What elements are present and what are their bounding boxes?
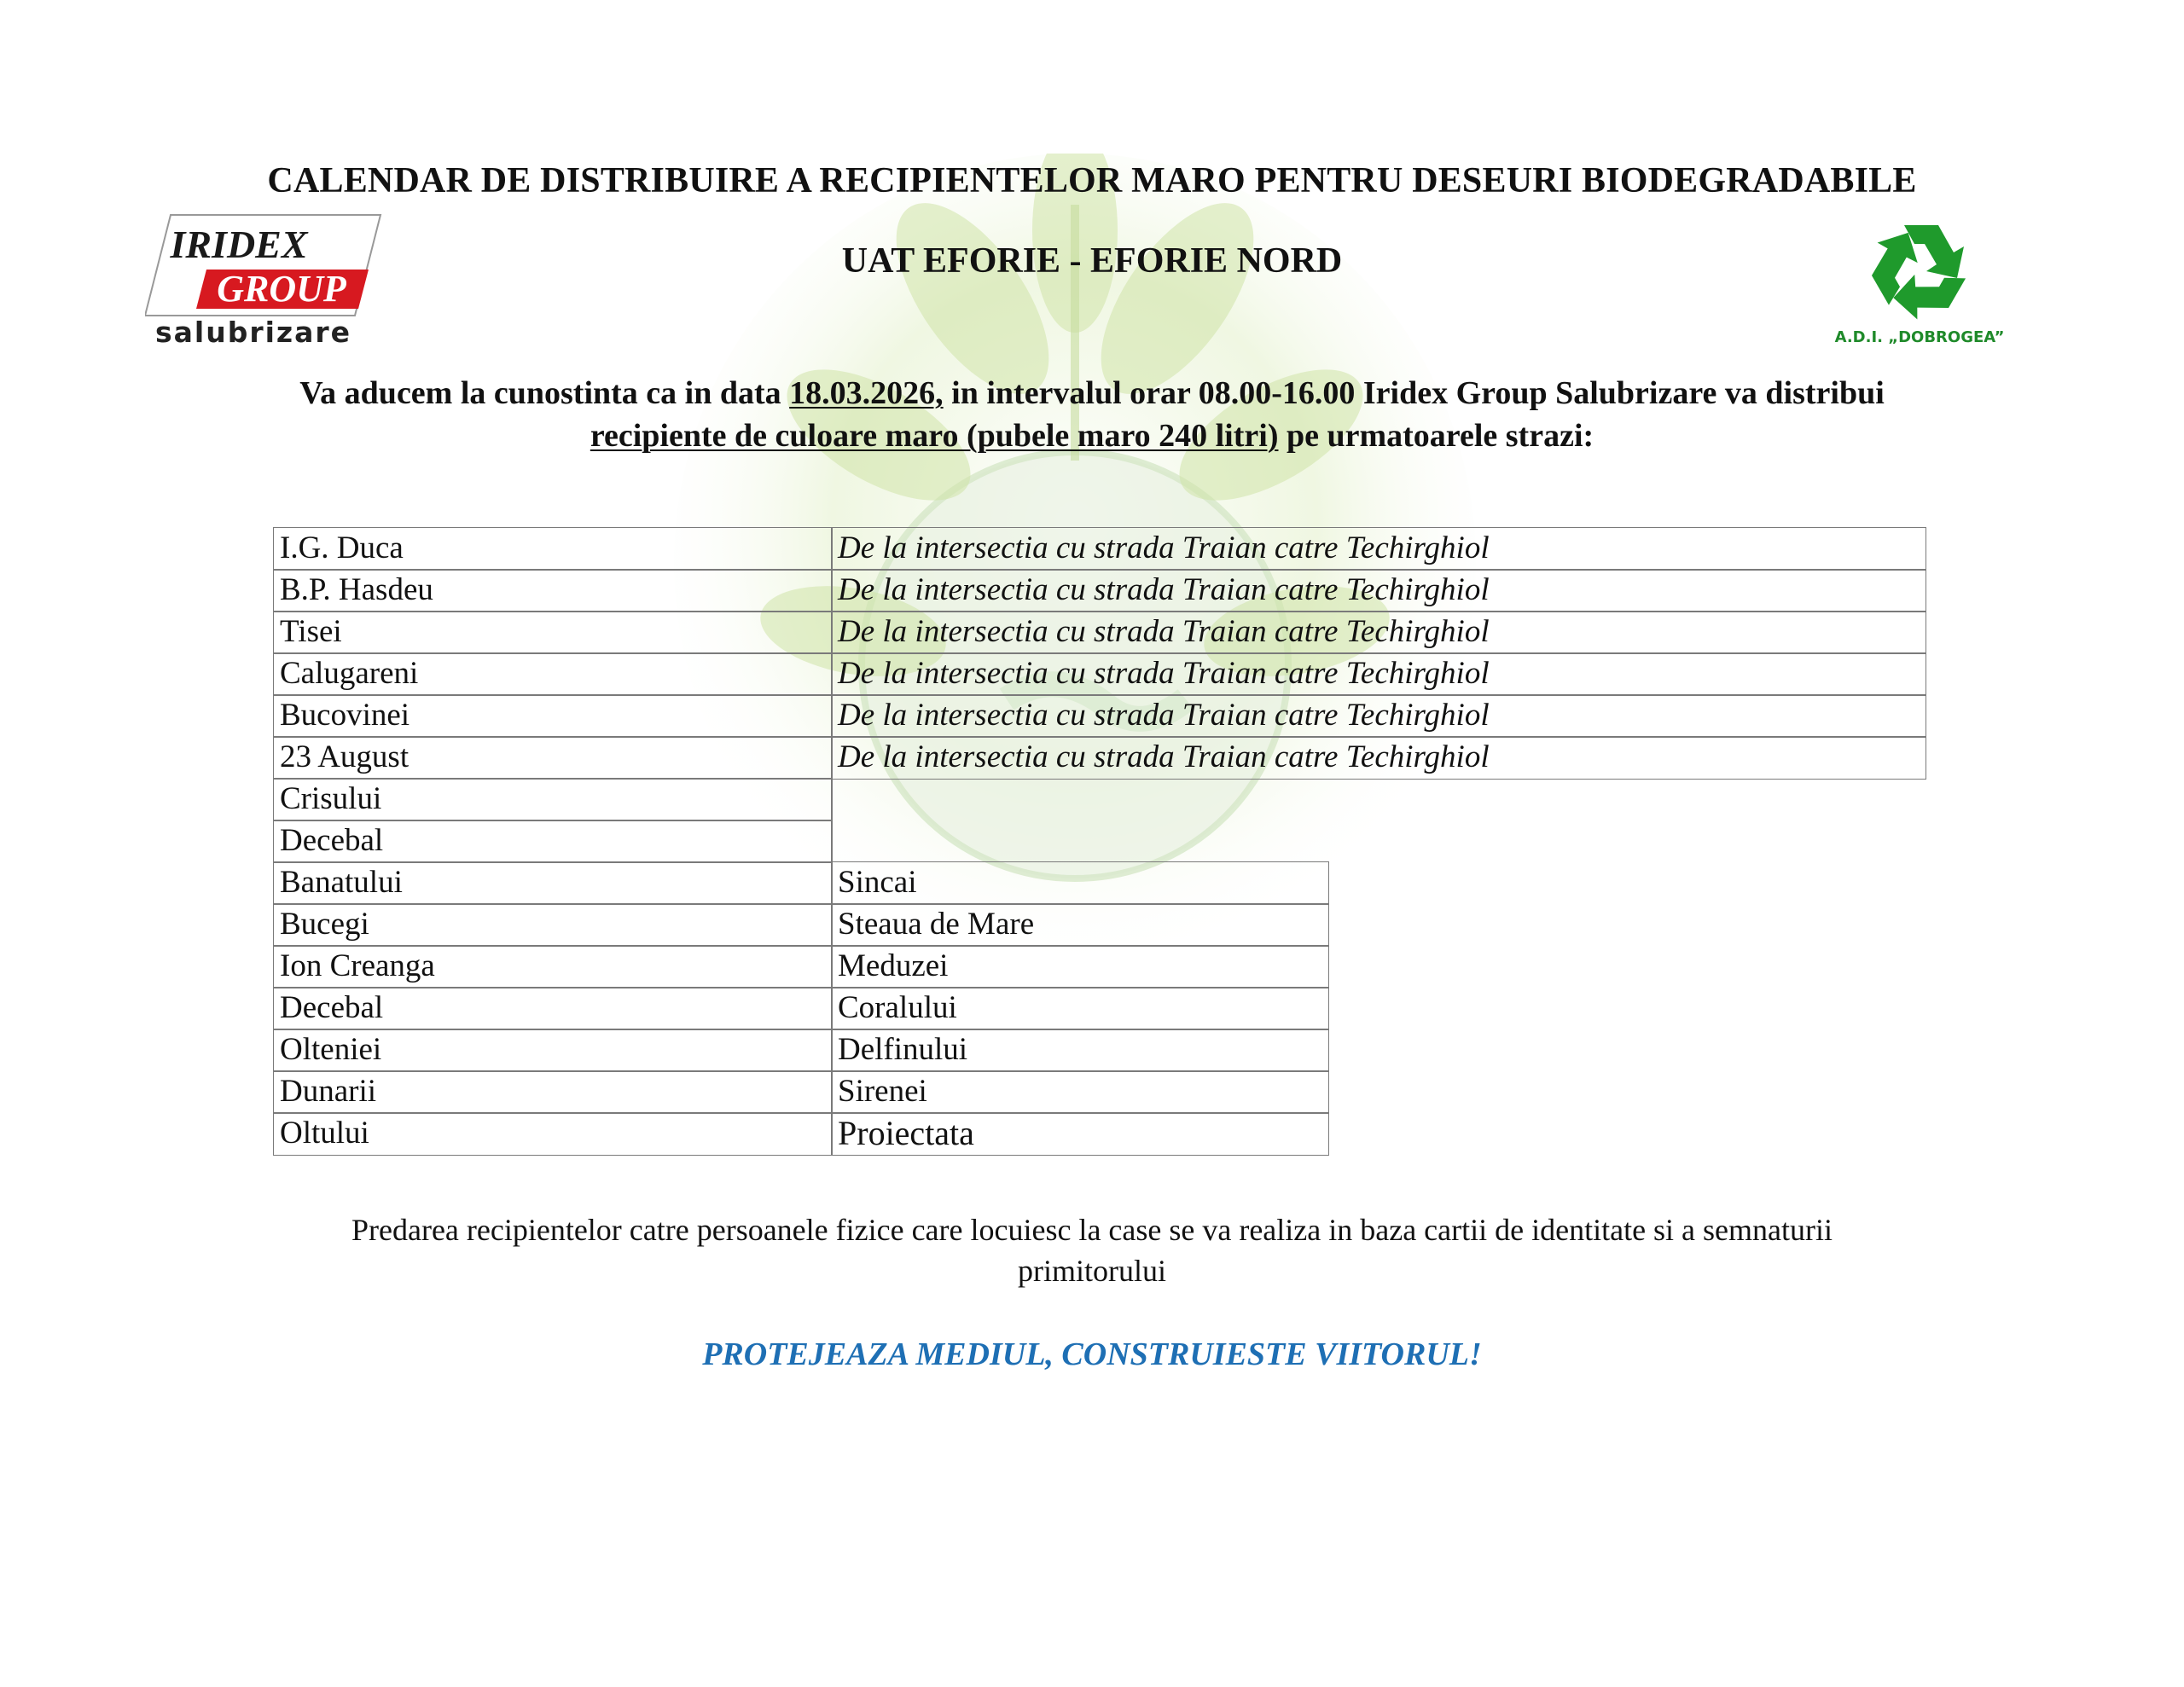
footer-line-2: primitorului	[1018, 1254, 1166, 1288]
street-cell: Meduzei	[831, 945, 1329, 988]
segment-cell: De la intersectia cu strada Traian catre Techirghiol	[831, 694, 1926, 738]
street-cell: 23 August	[273, 736, 833, 780]
group-brand-text: GROUP	[217, 268, 346, 310]
street-cell: Decebal	[273, 820, 833, 863]
street-cell: Decebal	[273, 987, 833, 1030]
street-cell: Ion Creanga	[273, 945, 833, 988]
page-subtitle: UAT EFORIE - EFORIE NORD	[841, 241, 1343, 281]
intro-paragraph	[0, 372, 2184, 457]
street-cell: Delfinului	[831, 1029, 1329, 1072]
intro-streets-label: pe urmatoarele strazi:	[1278, 418, 1594, 454]
footer-line-1: Predarea recipientelor catre persoanele fizice care locuiesc la case se va realiza in baza cartii de identitate si a semnaturii	[351, 1213, 1833, 1247]
street-cell: Sirenei	[831, 1070, 1329, 1114]
street-cell: Sincai	[831, 861, 1329, 905]
iridex-brand-text: IRIDEX	[170, 223, 308, 266]
street-cell: Proiectata	[831, 1112, 1329, 1156]
segment-cell: De la intersectia cu strada Traian catre Techirghiol	[831, 569, 1926, 612]
iridex-brand-mark	[145, 213, 401, 320]
intro-line-2	[0, 415, 2184, 457]
iridex-logo	[145, 213, 401, 358]
street-cell: B.P. Hasdeu	[273, 569, 833, 612]
footer-note	[0, 1209, 2184, 1291]
intro-line-1	[0, 372, 2184, 415]
street-cell: Bucovinei	[273, 694, 833, 738]
segment-cell: De la intersectia cu strada Traian catre Techirghiol	[831, 652, 1926, 696]
intro-text-end: in intervalul orar 08.00-16.00 Iridex Group Salubrizare va distribui	[943, 375, 1885, 411]
street-cell: Oltului	[273, 1112, 833, 1156]
intro-text-start: Va aducem la cunostinta ca in data	[299, 375, 790, 411]
street-cell: Steaua de Mare	[831, 903, 1329, 947]
street-cell: Bucegi	[273, 903, 833, 947]
recycle-icon	[1817, 213, 2022, 324]
distribution-date: 18.03.2026,	[789, 375, 944, 411]
street-cell: Dunarii	[273, 1070, 833, 1114]
slogan: PROTEJEAZA MEDIUL, CONSTRUIESTE VIITORUL!	[702, 1336, 1482, 1372]
page-title: CALENDAR DE DISTRIBUIRE A RECIPIENTELOR MARO PENTRU DESEURI BIODEGRADABILE	[267, 161, 1917, 200]
adi-dobrogea-logo	[1817, 213, 2022, 350]
container-description: recipiente de culoare maro (pubele maro 240 litri)	[590, 418, 1279, 454]
iridex-tagline: salubrizare	[155, 316, 352, 349]
street-cell: Tisei	[273, 611, 833, 654]
street-cell: Banatului	[273, 861, 833, 905]
segment-cell: De la intersectia cu strada Traian catre Techirghiol	[831, 527, 1926, 571]
street-cell: I.G. Duca	[273, 527, 833, 571]
adi-dobrogea-label: A.D.I. „DOBROGEA”	[1834, 328, 2005, 346]
street-cell: Olteniei	[273, 1029, 833, 1072]
street-cell: Crisului	[273, 778, 833, 821]
segment-cell: De la intersectia cu strada Traian catre Techirghiol	[831, 736, 1926, 780]
segment-cell: De la intersectia cu strada Traian catre Techirghiol	[831, 611, 1926, 654]
street-cell: Coralului	[831, 987, 1329, 1030]
street-cell: Calugareni	[273, 652, 833, 696]
